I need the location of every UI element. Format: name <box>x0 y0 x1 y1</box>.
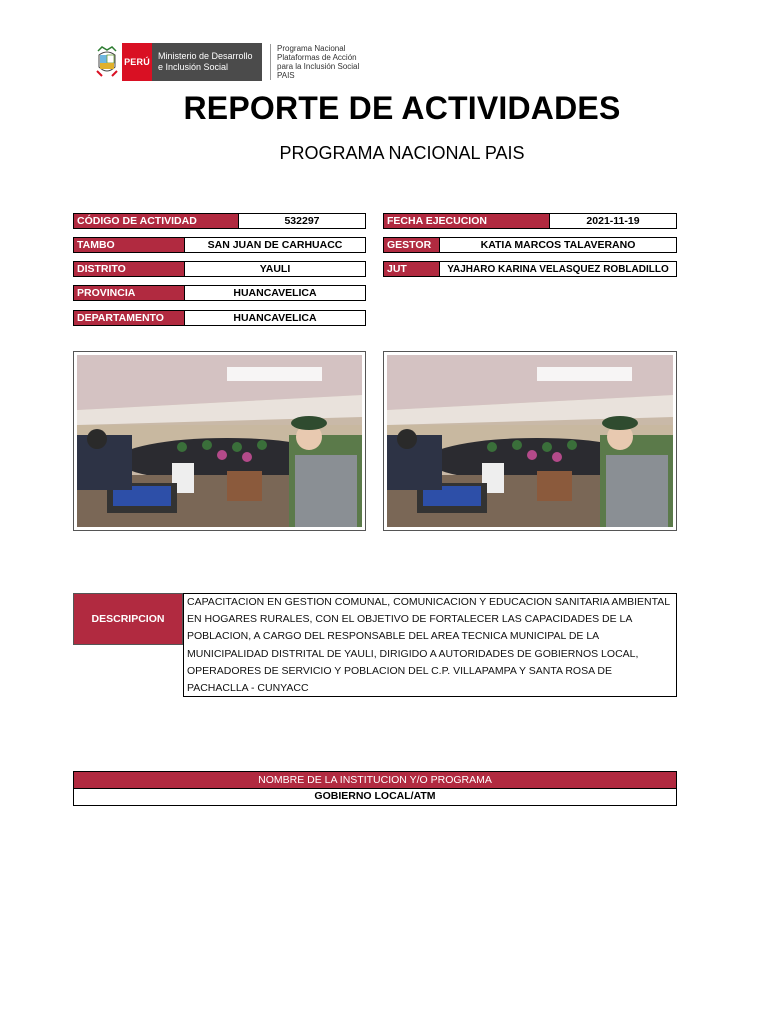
field-departamento-label: DEPARTAMENTO <box>74 311 185 325</box>
field-distrito-value: YAULI <box>259 263 291 275</box>
field-jut-label: JUT <box>384 262 440 276</box>
descripcion-label: DESCRIPCION <box>73 593 183 645</box>
institucion-value: GOBIERNO LOCAL/ATM <box>73 789 677 806</box>
field-fecha-value: 2021-11-19 <box>586 215 640 227</box>
field-codigo <box>73 213 366 229</box>
field-tambo-label: TAMBO <box>74 238 185 252</box>
descripcion-line: MUNICIPALIDAD DISTRITAL DE YAULI, DIRIGIDO A AUTORIDADES DE GOBIERNOS LOCAL, <box>187 647 639 660</box>
field-provincia-label: PROVINCIA <box>74 286 185 300</box>
descripcion-text <box>183 593 677 697</box>
field-fecha-label: FECHA EJECUCION <box>384 214 550 228</box>
field-codigo-value: 532297 <box>284 215 320 227</box>
field-jut-value: YAJHARO KARINA VELASQUEZ ROBLADILLO <box>447 263 669 275</box>
activity-photo-2 <box>383 351 677 531</box>
report-title: REPORTE DE ACTIVIDADES <box>183 90 621 126</box>
field-distrito <box>73 261 366 277</box>
field-gestor-label: GESTOR <box>384 238 440 252</box>
field-provincia-value: HUANCAVELICA <box>233 287 317 299</box>
program-line-4: PAIS <box>277 71 295 80</box>
peru-badge: PERÚ <box>122 43 152 81</box>
descripcion-line: CAPACITACION EN GESTION COMUNAL, COMUNICACION Y EDUCACION SANITARIA AMBIENTAL <box>187 596 671 608</box>
ministry-name <box>152 43 262 81</box>
report-subtitle: PROGRAMA NACIONAL PAIS <box>279 143 525 163</box>
program-line-3: para la Inclusión Social <box>277 62 360 71</box>
field-tambo-value: SAN JUAN DE CARHUACC <box>207 239 343 251</box>
descripcion-line: OPERADORES DE SERVICIO Y POBLACION DEL C.P. VILLAPAMPA Y SANTA ROSA DE <box>187 664 613 677</box>
coat-of-arms-icon <box>96 45 118 79</box>
field-distrito-label: DISTRITO <box>74 262 185 276</box>
field-departamento <box>73 310 366 326</box>
field-jut <box>383 261 677 277</box>
government-logo <box>96 42 359 82</box>
field-codigo-label: CÓDIGO DE ACTIVIDAD <box>74 214 239 228</box>
field-departamento-value: HUANCAVELICA <box>233 312 317 324</box>
field-gestor-value: KATIA MARCOS TALAVERANO <box>480 239 636 251</box>
descripcion-line: EN HOGARES RURALES, CON EL OBJETIVO DE FORTALECER LAS CAPACIDADES DE LA <box>187 613 633 626</box>
descripcion-line: POBLACION, A CARGO DEL RESPONSABLE DEL AREA TECNICA MUNICIPAL DE LA <box>187 630 600 643</box>
program-name <box>277 44 359 80</box>
ministry-line-1: Ministerio de Desarrollo <box>158 51 253 61</box>
institucion-header: NOMBRE DE LA INSTITUCION Y/O PROGRAMA <box>73 771 677 789</box>
field-tambo <box>73 237 366 253</box>
field-provincia <box>73 285 366 301</box>
descripcion-line: PACHACLLA - CUNYACC <box>187 682 309 695</box>
ministry-line-2: e Inclusión Social <box>158 62 229 72</box>
field-fecha <box>383 213 677 229</box>
program-line-1: Programa Nacional <box>277 44 346 53</box>
logo-divider <box>270 44 271 80</box>
field-gestor <box>383 237 677 253</box>
program-line-2: Plataformas de Acción <box>277 53 357 62</box>
activity-photo-1 <box>73 351 366 531</box>
